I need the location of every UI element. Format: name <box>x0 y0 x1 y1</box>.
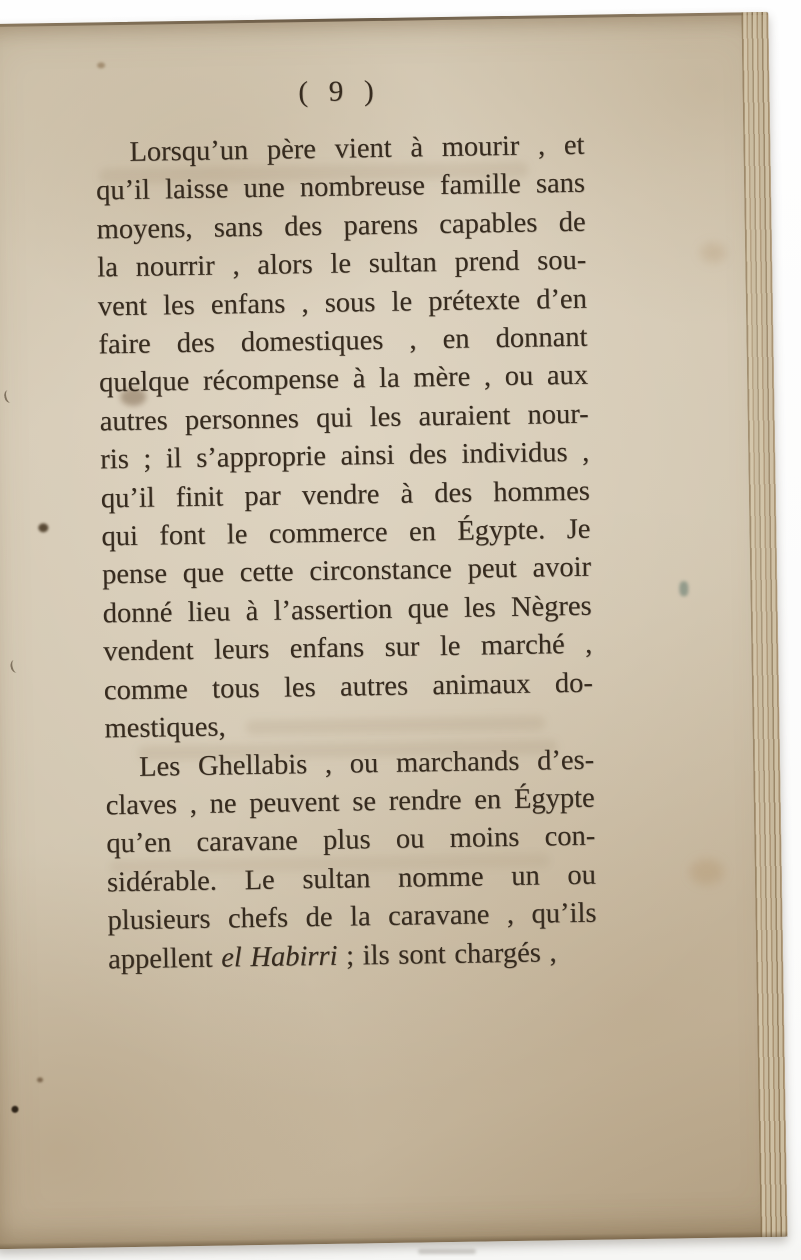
next-page-smudge <box>418 1249 476 1254</box>
text-line: sidérable. Le sultan nomme un ou <box>106 859 597 899</box>
text-line: autres personnes qui les auraient nour- <box>99 398 589 438</box>
page-stack-edge <box>741 12 787 1237</box>
text-line: plusieurs chefs de la caravane , qu’ils <box>107 897 597 937</box>
text-line: mestiques, <box>104 711 226 745</box>
fox-spot <box>97 62 105 68</box>
text-line: claves , ne peuvent se rendre en Égypte <box>105 782 595 822</box>
paragraph <box>105 741 598 979</box>
text-line: quelque récompense à la mère , ou aux <box>98 360 589 399</box>
text-line: Lorsqu’un père vient à mourir , et <box>129 129 585 168</box>
text-line: ris ; il s’approprie ainsi des individus , <box>100 436 590 476</box>
italic-phrase: el Habirri <box>220 940 338 974</box>
text-line: qu’il laisse une nombreuse famille sans <box>95 168 586 207</box>
fox-spot <box>11 1106 18 1113</box>
text-line <box>108 933 598 979</box>
text-line: donné lieu à l’assertion que les Nègres <box>102 590 592 630</box>
text-segment: appellent <box>107 942 222 975</box>
page-number: ( 9 ) <box>298 74 380 109</box>
text-line: qu’en caravane plus ou moins con- <box>106 820 596 860</box>
text-line: pense que cette circonstance peut avoir <box>101 552 592 591</box>
fox-spot <box>700 243 726 263</box>
text-line: la nourrir , alors le sultan prend sou- <box>97 244 587 284</box>
text-line: qu’il finit par vendre à des hommes <box>100 475 591 515</box>
book-page <box>0 12 788 1249</box>
fox-spot <box>37 1077 43 1082</box>
press-mark <box>9 659 22 674</box>
text-line: Les Ghellabis , ou marchands d’es- <box>138 744 595 783</box>
fox-spot <box>690 859 724 886</box>
text-line: comme tous les autres animaux do- <box>103 667 594 707</box>
text-line: vendent leurs enfans sur le marché , <box>103 628 593 668</box>
text-line: moyens, sans des parens capables de <box>96 206 586 246</box>
press-mark <box>3 389 16 404</box>
text-line: vent les enfans , sous le prétexte d’en <box>97 283 588 323</box>
text-segment: ; ils sont chargés , <box>337 936 557 972</box>
text-line: faire des domestiques , en donnant <box>98 321 588 361</box>
paragraph <box>95 127 594 749</box>
text-block <box>94 71 597 980</box>
fox-spot <box>679 581 688 596</box>
text-line: qui font le commerce en Égypte. Je <box>101 513 591 553</box>
fox-spot <box>38 523 48 532</box>
